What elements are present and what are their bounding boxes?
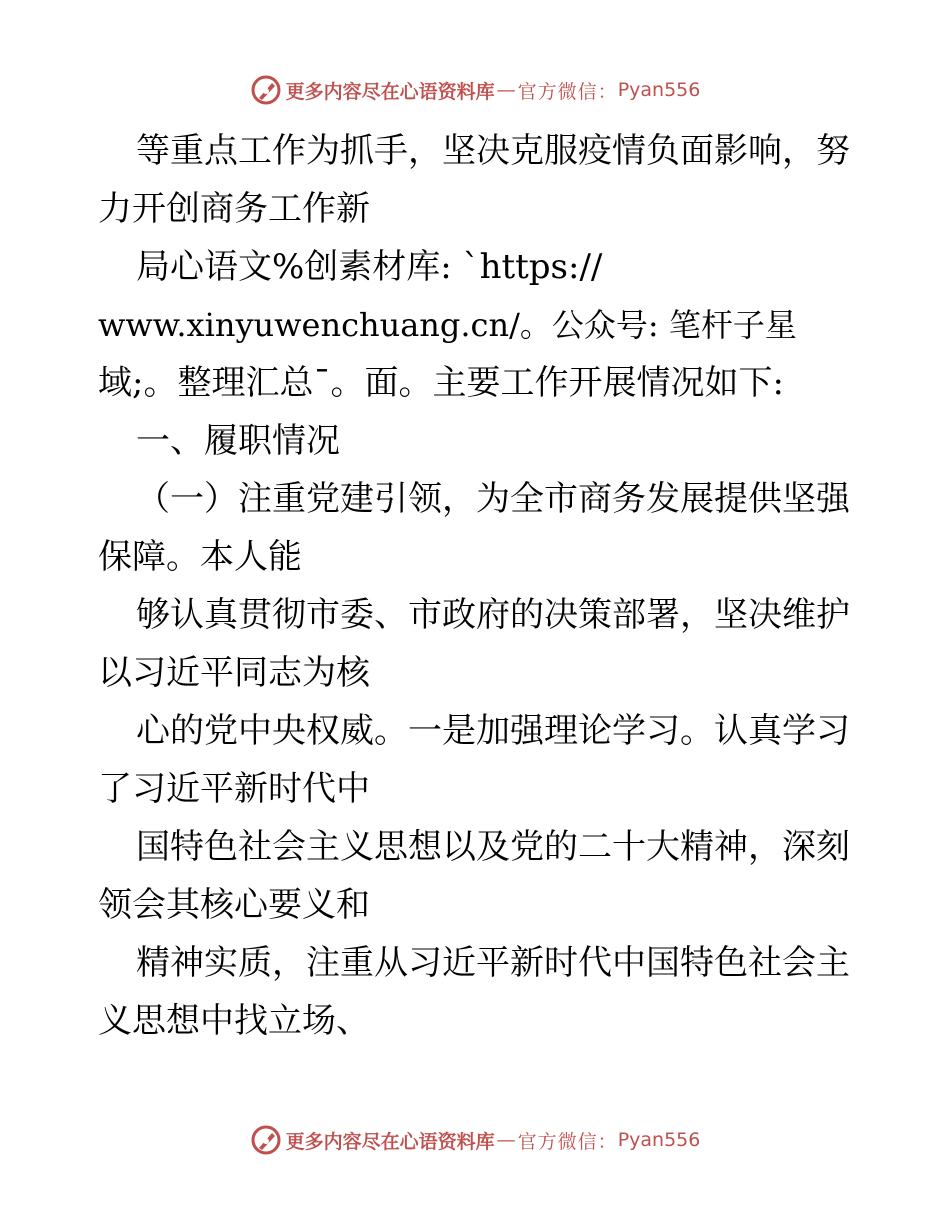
body-line: 国特色社会主义思想以及党的二十大精神，深刻 [136, 827, 850, 867]
watermark-wechat-id: Pyan556 [617, 1129, 701, 1151]
subsection-heading: （一）注重党建引领，为全市商务发展提供坚强 [136, 479, 850, 519]
body-line: 局心语文%创素材库: `https:// [136, 247, 603, 287]
watermark-brand: 更多内容尽在心语资料库 [285, 80, 495, 103]
header-watermark [0, 74, 950, 106]
body-line: 域;。整理汇总¯。面。主要工作开展情况如下: [98, 363, 784, 403]
body-line: 领会其核心要义和 [98, 885, 370, 925]
pen-circle-logo-icon [250, 74, 282, 106]
watermark-official-label: 官方微信： [517, 1130, 618, 1153]
body-line: 义思想中找立场、 [98, 1001, 370, 1041]
pen-circle-logo-icon [250, 1124, 282, 1156]
body-line: 了习近平新时代中 [98, 769, 370, 809]
watermark-brand: 更多内容尽在心语资料库 [285, 1130, 495, 1153]
section-heading: 一、履职情况 [136, 421, 340, 461]
body-line: 保障。本人能 [98, 537, 302, 577]
body-line: 精神实质，注重从习近平新时代中国特色社会主 [136, 943, 850, 983]
body-line: www.xinyuwenchuang.cn/。公众号: 笔杆子星 [98, 306, 797, 344]
watermark-official-label: 官方微信： [517, 80, 618, 103]
body-line: 力开创商务工作新 [98, 189, 370, 229]
body-line: 以习近平同志为核 [98, 653, 370, 693]
body-line: 等重点工作为抓手，坚决克服疫情负面影响，努 [136, 131, 850, 171]
document-body [98, 122, 858, 1050]
body-line: 心的党中央权威。一是加强理论学习。认真学习 [136, 711, 850, 751]
watermark-dash: — [496, 79, 516, 101]
footer-watermark [0, 1124, 950, 1156]
watermark-wechat-id: Pyan556 [617, 79, 701, 101]
watermark-dash: — [496, 1129, 516, 1151]
body-line: 够认真贯彻市委、市政府的决策部署，坚决维护 [136, 595, 850, 635]
